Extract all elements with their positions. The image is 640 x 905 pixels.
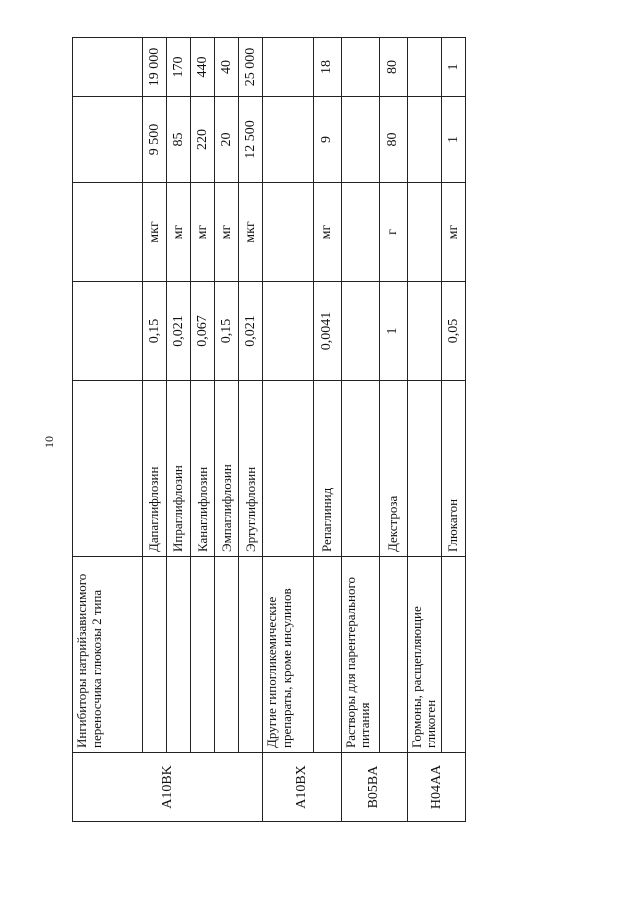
substance-cell: Ипраглифлозин (167, 381, 191, 557)
group-name-cell: Другие гипогликемические препараты, кроме инсулинов (263, 557, 313, 753)
dose-cell (341, 282, 379, 381)
dose-cell: 0,15 (215, 282, 239, 381)
group-name-cell (239, 557, 263, 753)
group-name-cell (379, 557, 407, 753)
group-name-cell (441, 557, 465, 753)
table-row (313, 38, 341, 822)
unit-cell (407, 183, 441, 282)
unit-cell: мг (313, 183, 341, 282)
value2-cell: 440 (191, 38, 215, 97)
value1-cell: 20 (215, 97, 239, 183)
rotated-table-container (72, 38, 466, 822)
unit-cell: мкг (239, 183, 263, 282)
dose-cell (263, 282, 313, 381)
dose-cell: 0,0041 (313, 282, 341, 381)
substance-table (72, 37, 466, 822)
value2-cell: 80 (379, 38, 407, 97)
group-name-cell (167, 557, 191, 753)
group-name-cell: Растворы для парентерального питания (341, 557, 379, 753)
substance-cell: Канаглифлозин (191, 381, 215, 557)
table-row (191, 38, 215, 822)
group-name-cell: Ингибиторы натрийзависимого переносчика глюкозы 2 типа (73, 557, 143, 753)
value1-cell: 1 (441, 97, 465, 183)
dose-cell: 1 (379, 282, 407, 381)
substance-cell (407, 381, 441, 557)
table-row (441, 38, 465, 822)
value2-cell: 40 (215, 38, 239, 97)
value1-cell: 80 (379, 97, 407, 183)
atc-code-cell: A10BX (263, 753, 341, 822)
substance-cell: Эртуглифлозин (239, 381, 263, 557)
value2-cell: 18 (313, 38, 341, 97)
unit-cell (73, 183, 143, 282)
substance-cell: Дапаглифлозин (143, 381, 167, 557)
substance-cell: Эмпаглифлозин (215, 381, 239, 557)
unit-cell: мг (215, 183, 239, 282)
value1-cell (341, 97, 379, 183)
value2-cell (73, 38, 143, 97)
group-name-cell: Гормоны, расщепляющие гликоген (407, 557, 441, 753)
dose-cell (73, 282, 143, 381)
group-name-cell (143, 557, 167, 753)
value2-cell: 170 (167, 38, 191, 97)
unit-cell (263, 183, 313, 282)
table-row (215, 38, 239, 822)
value2-cell: 25 000 (239, 38, 263, 97)
value1-cell: 9 (313, 97, 341, 183)
substance-cell (263, 381, 313, 557)
table-row (341, 38, 379, 822)
value1-cell: 12 500 (239, 97, 263, 183)
group-name-cell (313, 557, 341, 753)
value1-cell: 9 500 (143, 97, 167, 183)
unit-cell: мг (441, 183, 465, 282)
dose-cell: 0,067 (191, 282, 215, 381)
value1-cell: 85 (167, 97, 191, 183)
value2-cell (263, 38, 313, 97)
substance-cell (73, 381, 143, 557)
substance-cell (341, 381, 379, 557)
page-number: 10 (42, 436, 56, 448)
dose-cell: 0,05 (441, 282, 465, 381)
atc-code-cell: A10BK (73, 753, 263, 822)
table-row (167, 38, 191, 822)
atc-code-cell: B05BA (341, 753, 407, 822)
table-row (379, 38, 407, 822)
substance-cell: Репаглинид (313, 381, 341, 557)
value1-cell (263, 97, 313, 183)
dose-cell: 0,021 (239, 282, 263, 381)
atc-code-cell: H04AA (407, 753, 465, 822)
value1-cell (73, 97, 143, 183)
table-row (239, 38, 263, 822)
value2-cell: 1 (441, 38, 465, 97)
group-name-cell (191, 557, 215, 753)
table-row (263, 38, 313, 822)
value2-cell: 19 000 (143, 38, 167, 97)
table-row (73, 38, 143, 822)
dose-cell: 0,15 (143, 282, 167, 381)
unit-cell: мкг (143, 183, 167, 282)
value2-cell (341, 38, 379, 97)
table-row (143, 38, 167, 822)
group-name-cell (215, 557, 239, 753)
table-row (407, 38, 441, 822)
value1-cell (407, 97, 441, 183)
unit-cell: мг (191, 183, 215, 282)
dose-cell: 0,021 (167, 282, 191, 381)
value2-cell (407, 38, 441, 97)
substance-cell: Глюкагон (441, 381, 465, 557)
dose-cell (407, 282, 441, 381)
unit-cell: г (379, 183, 407, 282)
value1-cell: 220 (191, 97, 215, 183)
substance-cell: Декстроза (379, 381, 407, 557)
unit-cell: мг (167, 183, 191, 282)
unit-cell (341, 183, 379, 282)
